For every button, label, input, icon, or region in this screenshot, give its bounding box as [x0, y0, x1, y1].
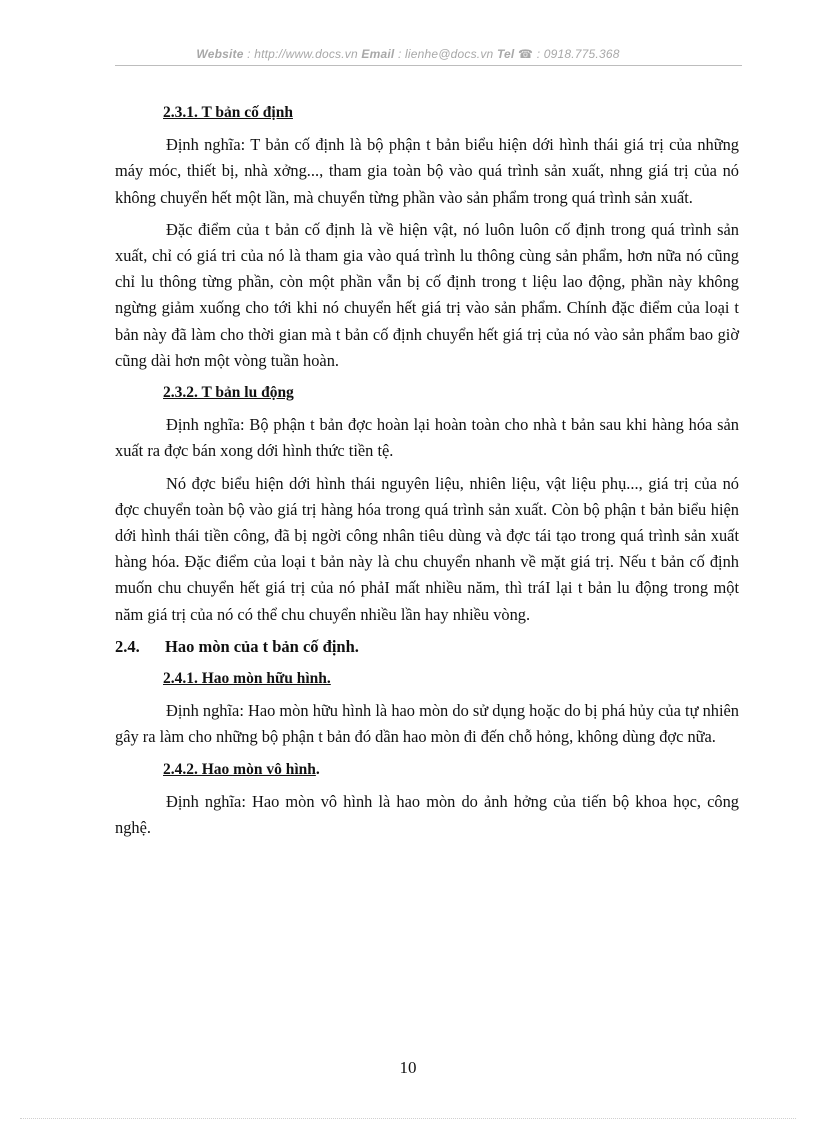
section-2-4-2-definition: Định nghĩa: Hao mòn vô hình là hao mòn do ảnh hởng của tiến bộ khoa học, công nghệ. — [115, 791, 739, 838]
tel-label: Tel — [496, 47, 515, 61]
email-label: Email — [361, 47, 395, 61]
section-2-3-1-characteristics: Đặc điểm của t bản cố định là về hiện vật, nó luôn luôn cố định trong quá trình sản xuất, chỉ có giá tri của nó là tham gia vào quá trình lu thông cùng sản phẩm, hơn nữa nó cũng chỉ lu thông từng phần, còn một phần vẫn bị cố định trong t liệu lao động, phần này không ngừng giảm xuống cho tới khi nó chuyển hết giá trị vào sản phẩm. Chính đặc điểm của loại t bản này đã làm cho thời gian mà t bản cố định chuyển hết giá trị của nó vào sản phẩm bao giờ cũng dài hơn một vòng tuần hoàn. — [115, 219, 739, 370]
email-value: : lienhe@docs.vn — [397, 47, 494, 61]
website-label: Website — [196, 47, 244, 61]
section-2-4-title: Hao mòn của t bản cố định. — [165, 636, 359, 656]
page-header — [0, 47, 816, 61]
section-2-3-1-heading: 2.3.1. T bản cố định — [163, 104, 293, 121]
section-2-4-1-heading: 2.4.1. Hao mòn hữu hình. — [163, 670, 331, 688]
document-body — [115, 100, 739, 847]
website-value: : http://www.docs.vn — [247, 47, 358, 61]
section-2-3-2-definition: Định nghĩa: Bộ phận t bản đợc hoàn lại hoàn toàn cho nhà t bản sau khi hàng hóa sản xuất ra đợc bán xong dới hình thức tiền tệ. — [115, 415, 739, 461]
section-2-3-1-definition: Định nghĩa: T bản cố định là bộ phận t bản biểu hiện dới hình thái giá trị của những máy móc, thiết bị, nhà xởng..., tham gia toàn bộ vào quá trình sản xuất, nhng giá trị của nó không chuyển hết một lần, mà chuyển từng phần vào sản phẩm trong quá trình sản xuất. — [115, 135, 739, 207]
footer-divider — [20, 1118, 796, 1119]
section-2-4-2-heading-period: . — [315, 760, 320, 778]
section-2-4-heading — [115, 634, 739, 660]
section-2-4-2-heading-wrap — [163, 757, 739, 783]
section-2-4-1-definition: Định nghĩa: Hao mòn hữu hình là hao mòn do sử dụng hoặc do bị phá hủy của tự nhiên gây ra làm cho những bộ phận t bản đó dần hao mòn đi đến chỗ hỏng, không dùng đợc nữa. — [115, 701, 739, 747]
page-number: 10 — [399, 1058, 417, 1077]
section-2-4-2-heading: 2.4.2. Hao mòn vô hình — [163, 760, 316, 778]
header-divider — [115, 65, 742, 66]
section-2-4-number: 2.4. — [115, 636, 140, 656]
section-2-3-2-heading: 2.3.2. T bản lu động — [163, 384, 294, 402]
section-2-3-2-characteristics: Nó đợc biểu hiện dới hình thái nguyên liệu, nhiên liệu, vật liệu phụ..., giá trị của nó đợc chuyển toàn bộ vào giá trị hàng hóa trong quá trình sản xuất. Còn bộ phận t bản biểu hiện dới hình thái tiền công, đã bị ngời công nhân tiêu dùng và đợc tái tạo trong quá trình sản xuất hàng hóa. Đặc điểm của loại t bản này là chu chuyển nhanh về mặt giá trị. Nếu t bản cố định muốn chu chuyển hết giá trị của nó phảI mất nhiều năm, thì tráI lại t bản lu động trong một năm giá trị của nó có thể chu chuyển nhiều lần hay nhiều vòng. — [115, 473, 739, 624]
tel-value: ☎ : 0918.775.368 — [518, 47, 620, 61]
